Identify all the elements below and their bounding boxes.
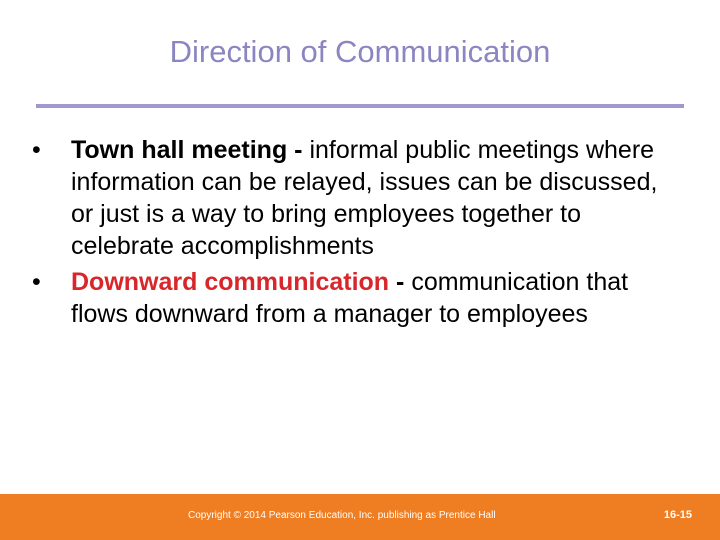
bullet-description: communication that flows downward from a manager to employees [71, 268, 629, 328]
bullet-list [32, 134, 682, 334]
bullet-description: informal public meetings where information can be relayed, issues can be discussed, or just is a way to bring employees together to celebrate accomplishments [71, 136, 658, 260]
page-number: 16-15 [663, 509, 692, 521]
bullet-dash: - [389, 268, 412, 296]
bullet-item-downward [32, 266, 682, 330]
bullet-marker: • [32, 136, 41, 164]
copyright-notice: Copyright © 2014 Pearson Education, Inc. publishing as Prentice Hall [188, 510, 496, 521]
bullet-marker: • [32, 268, 41, 296]
bullet-item-town-hall [32, 134, 682, 262]
bullet-term: Town hall meeting [71, 136, 288, 164]
slide-title: Direction of Communication [169, 34, 551, 69]
bullet-term: Downward communication [71, 268, 390, 296]
bullet-dash: - [287, 136, 310, 164]
title-divider [36, 104, 684, 108]
footer-bar [0, 494, 720, 540]
